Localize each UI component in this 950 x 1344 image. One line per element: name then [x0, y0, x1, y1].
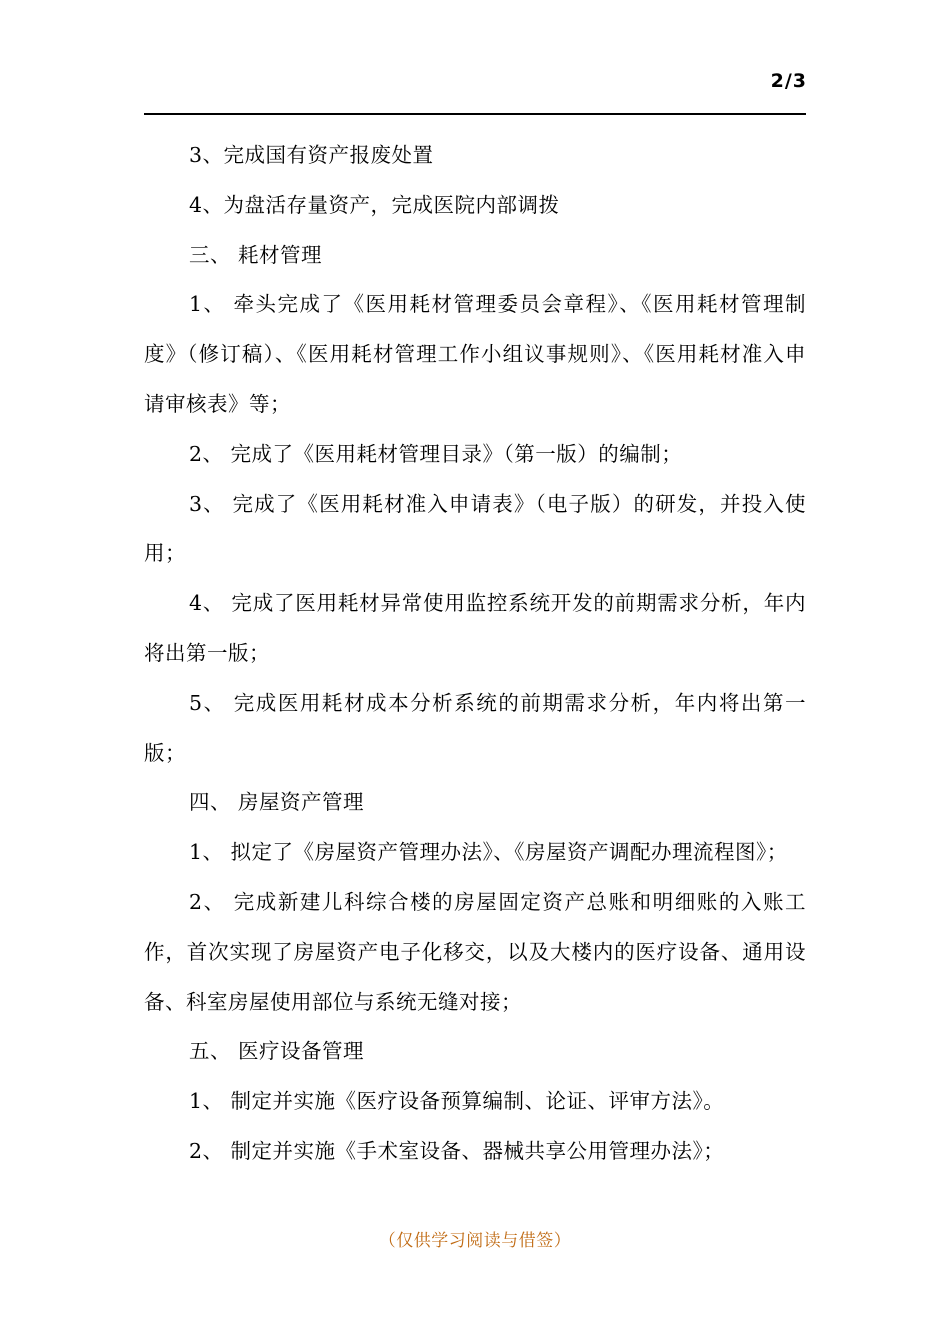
page-number: 2/3 [770, 70, 807, 92]
paragraph-internal-transfer: 4、为盘活存量资产，完成医院内部调拨 [189, 192, 560, 217]
paragraph-asset-disposal: 3、完成国有资产报废处置 [189, 143, 434, 167]
document-body [144, 131, 806, 1177]
paragraph-consumables-3: 3、 完成了《医用耗材准入申请表》（电子版）的研发，并投入使用； [144, 491, 806, 566]
header-rule [144, 113, 806, 115]
paragraph-consumables-1: 1、 牵头完成了《医用耗材管理委员会章程》、《医用耗材管理制度》（修订稿）、《医用耗材管理工作小组议事规则》、《医用耗材准入申请审核表》等； [144, 292, 806, 416]
paragraph-equipment-1: 1、 制定并实施《医疗设备预算编制、论证、评审方法》。 [189, 1089, 725, 1114]
section-heading-medical-equipment: 五、 医疗设备管理 [189, 1039, 365, 1064]
paragraph-housing-2: 2、 完成新建儿科综合楼的房屋固定资产总账和明细账的入账工作，首次实现了房屋资产电子化移交，以及大楼内的医疗设备、通用设备、科室房屋使用部位与系统无缝对接； [144, 889, 806, 1014]
paragraph-housing-1: 1、 拟定了《房屋资产管理办法》、《房屋资产调配办理流程图》； [189, 840, 788, 865]
paragraph-consumables-2: 2、 完成了《医用耗材管理目录》（第一版）的编制； [189, 441, 683, 466]
paragraph-equipment-2: 2、 制定并实施《手术室设备、器械共享公用管理办法》； [189, 1138, 725, 1163]
paragraph-consumables-4: 4、 完成了医用耗材异常使用监控系统开发的前期需求分析，年内将出第一版； [144, 591, 806, 665]
paragraph-consumables-5: 5、 完成医用耗材成本分析系统的前期需求分析，年内将出第一版； [144, 690, 806, 765]
section-heading-consumables: 三、 耗材管理 [189, 242, 323, 267]
footer-note: （仅供学习阅读与借签） [378, 1231, 572, 1251]
section-heading-housing-assets: 四、 房屋资产管理 [189, 790, 365, 815]
